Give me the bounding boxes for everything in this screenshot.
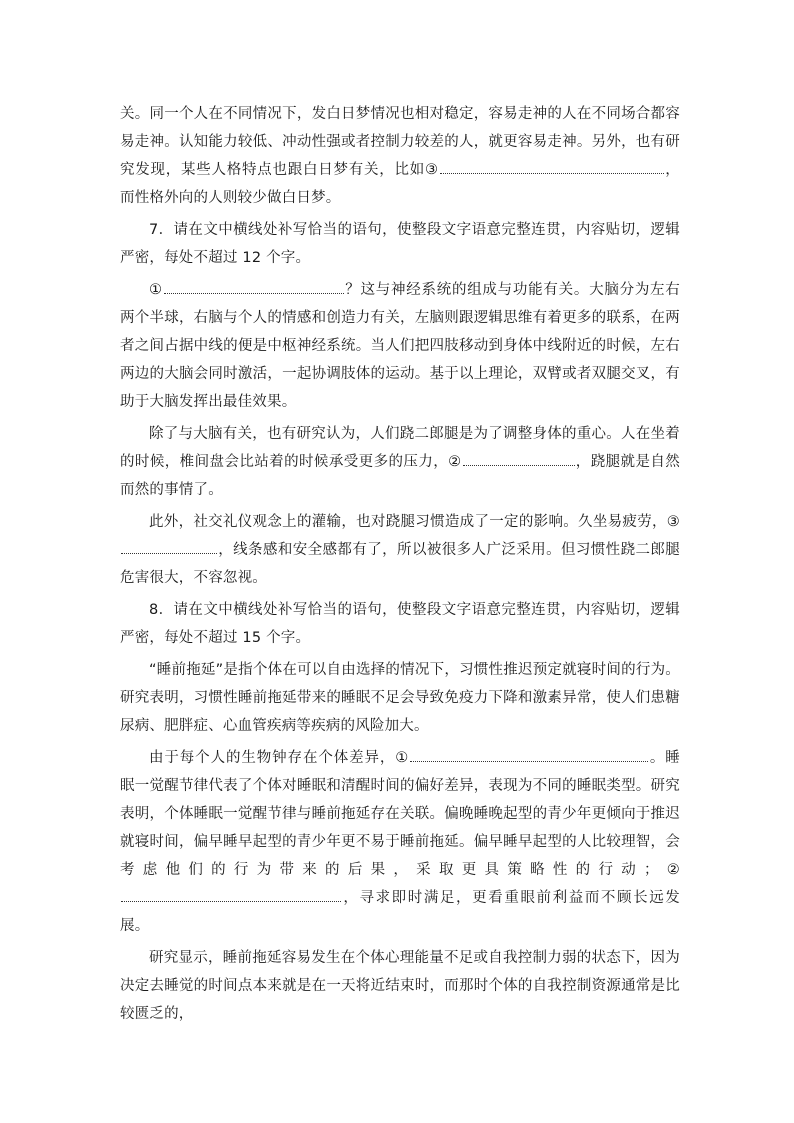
paragraph-q7-1	[120, 276, 680, 416]
text-segment: ，寻求即时满足，更看重眼前利益而不顾长远发展。	[120, 890, 680, 934]
answer-blank-2[interactable]	[463, 451, 575, 466]
paragraph-q7-3	[120, 508, 680, 592]
text-segment: 由于每个人的生物钟存在个体差异，①	[149, 750, 410, 766]
answer-blank-1[interactable]	[164, 279, 344, 294]
answer-blank-2[interactable]	[121, 887, 341, 902]
text-segment: 此外，社交礼仪观念上的灌输，也对跷腿习惯造成了一定的影响。久坐易疲劳，③	[149, 514, 680, 530]
question-7-prompt: 7．请在文中横线处补写恰当的语句，使整段文字语意完整连贯，内容贴切，逻辑严密，每处不超过 12 个字。	[120, 222, 680, 266]
answer-blank-3[interactable]	[440, 159, 664, 174]
paragraph-q8-1: “睡前拖延”是指个体在可以自由选择的情况下，习惯性推迟预定就寝时间的行为。研究表明，习惯性睡前拖延带来的睡眠不足会导致免疫力下降和激素异常，使人们患糖尿病、肥胖症、心血管疾病等疾病的风险加大。	[120, 662, 680, 734]
paragraph-q8-3: 研究显示，睡前拖延容易发生在个体心理能量不足或自我控制力弱的状态下，因为决定去睡觉的时间点本来就是在一天将近结束时，而那时个体的自我控制资源通常是比较匮乏的，	[120, 950, 680, 1022]
text-segment: 关。同一个人在不同情况下，发白日梦情况也相对稳定，容易走神的人在不同场合都容易走神。认知能力较低、冲动性强或者控制力较差的人，就更容易走神。另外，也有研究发现，某些人格特点也跟白日梦有关，比如③	[120, 106, 680, 178]
document-body	[120, 100, 680, 1028]
text-segment: ？这与神经系统的组成与功能有关。大脑分为左右两个半球，右脑与个人的情感和创造力有关，左脑则跟逻辑思维有着更多的联系，在两者之间占据中线的便是中枢神经系统。当人们把四肢移动到身体中线附近的时候，左右两边的大脑会同时激活，一起协调肢体的运动。基于以上理论，双臂或者双腿交叉，有助于大脑发挥出最佳效果。	[120, 282, 680, 410]
paragraph-daydream-tail	[120, 100, 680, 212]
text-segment: 。睡眠一觉醒节律代表了个体对睡眠和清醒时间的偏好差异，表现为不同的睡眠类型。研究表明，个体睡眠一觉醒节律与睡前拖延存在关联。偏晚睡晚起型的青少年更倾向于推迟就寝时间，偏早睡早起型的青少年更不易于睡前拖延。偏早睡早起型的人比较理智，会考虑他们的行为带来的后果，采取更具策略性的行动；②	[120, 750, 680, 878]
paragraph-q7-2	[120, 420, 680, 504]
paragraph-q8-2	[120, 744, 680, 940]
answer-blank-3[interactable]	[121, 539, 217, 554]
text-segment: ，跷腿就是自然而然的事情了。	[120, 454, 680, 498]
text-segment: ，线条感和安全感都有了，所以被很多人广泛采用。但习惯性跷二郎腿危害很大，不容忽视。	[120, 542, 680, 586]
answer-blank-1[interactable]	[410, 747, 648, 762]
question-8-prompt: 8．请在文中横线处补写恰当的语句，使整段文字语意完整连贯，内容贴切，逻辑严密，每处不超过 15 个字。	[120, 602, 680, 646]
text-segment: ①	[149, 282, 163, 298]
text-segment: ，而性格外向的人则较少做白日梦。	[120, 162, 680, 206]
text-segment: 除了与大脑有关，也有研究认为，人们跷二郎腿是为了调整身体的重心。人在坐着的时候，椎间盘会比站着的时候承受更多的压力，②	[120, 426, 680, 470]
